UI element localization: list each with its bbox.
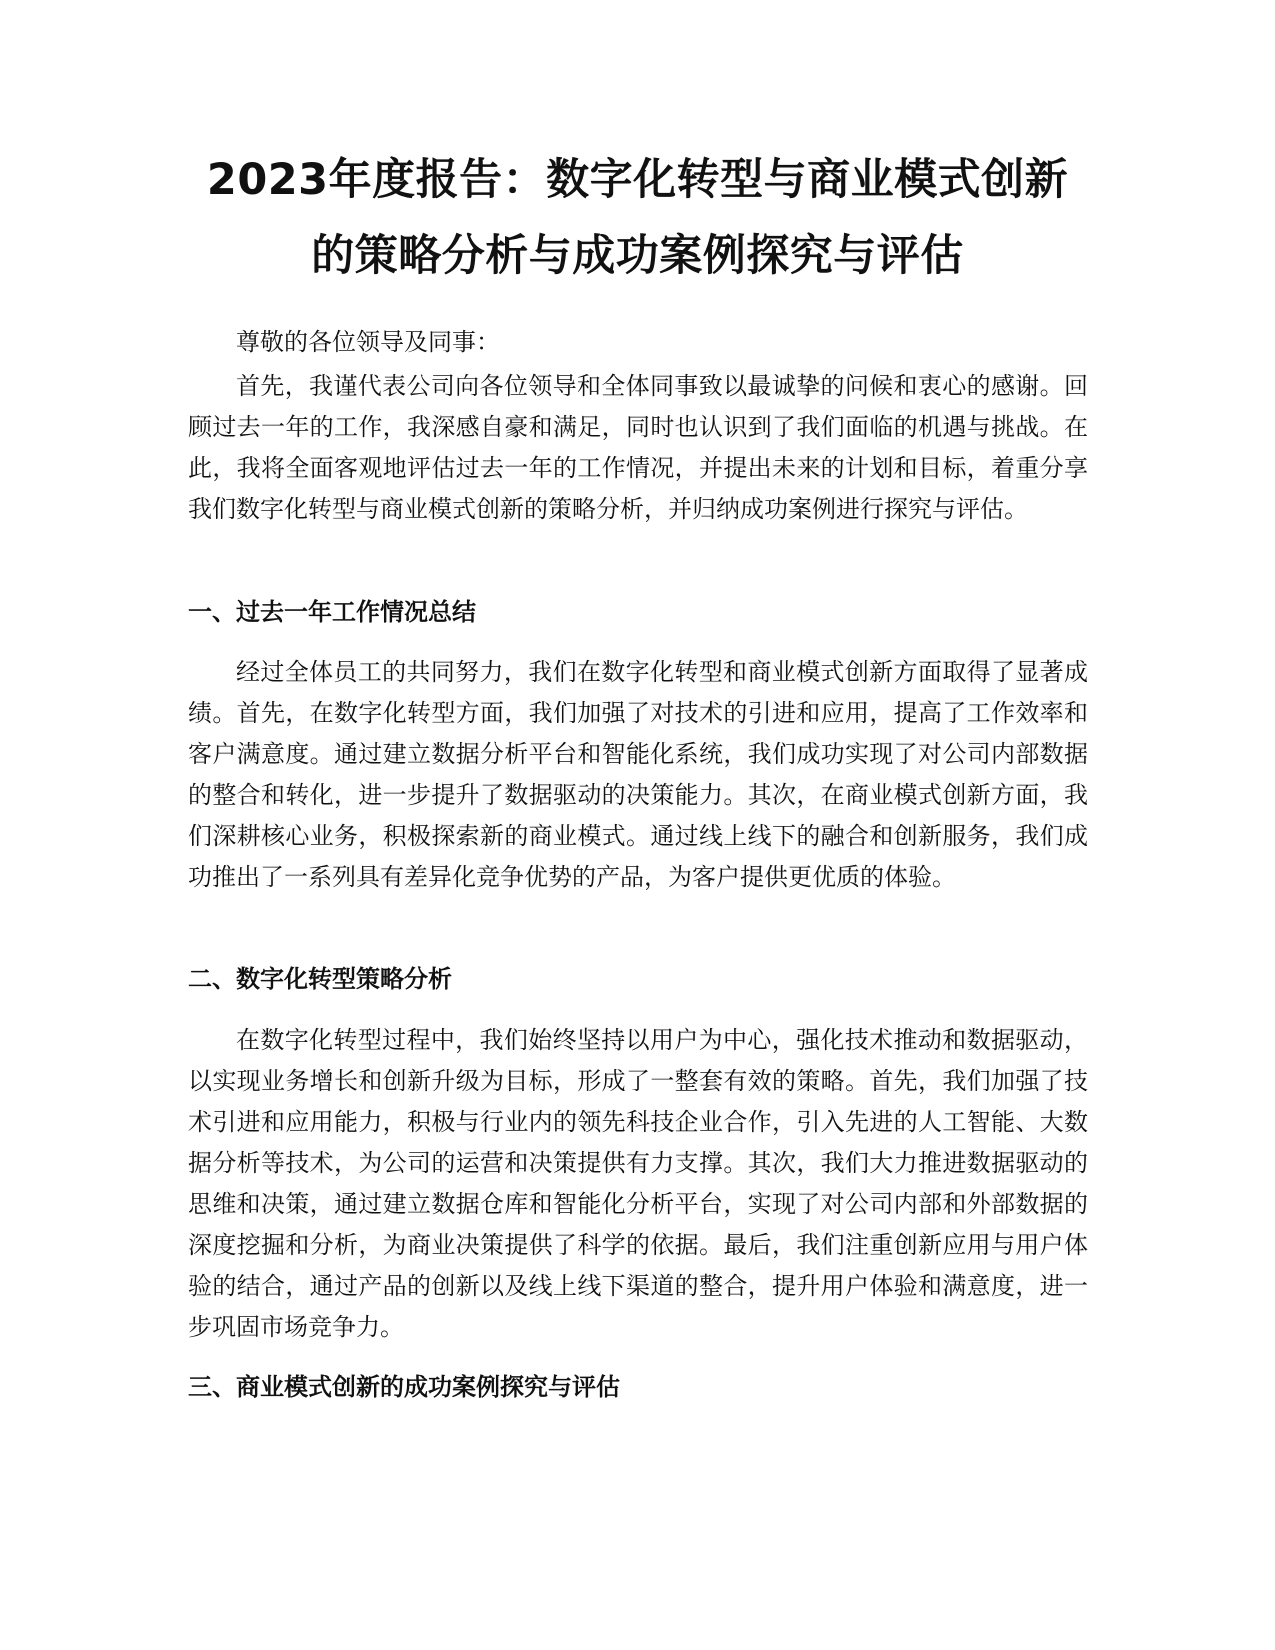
section-1-paragraph: 经过全体员工的共同努力，我们在数字化转型和商业模式创新方面取得了显著成绩。首先，在数字化转型方面，我们加强了对技术的引进和应用，提高了工作效率和客户满意度。通过建立数据分析平台和智能化系统，我们成功实现了对公司内部数据的整合和转化，进一步提升了数据驱动的决策能力。其次，在商业模式创新方面，我们深耕核心业务，积极探索新的商业模式。通过线上线下的融合和创新服务，我们成功推出了一系列具有差异化竞争优势的产品，为客户提供更优质的体验。	[188, 658, 1088, 891]
title-line-1: 2023年度报告：数字化转型与商业模式创新	[206, 155, 1069, 205]
section-3-heading: 三、商业模式创新的成功案例探究与评估	[188, 1373, 620, 1401]
section-1-heading: 一、过去一年工作情况总结	[188, 598, 476, 626]
title-line-2: 的策略分析与成功案例探究与评估	[311, 231, 964, 281]
section-2-paragraph: 在数字化转型过程中，我们始终坚持以用户为中心，强化技术推动和数据驱动，以实现业务增长和创新升级为目标，形成了一整套有效的策略。首先，我们加强了技术引进和应用能力，积极与行业内的领先科技企业合作，引入先进的人工智能、大数据分析等技术，为公司的运营和决策提供有力支撑。其次，我们大力推进数据驱动的思维和决策，通过建立数据仓库和智能化分析平台，实现了对公司内部和外部数据的深度挖掘和分析，为商业决策提供了科学的依据。最后，我们注重创新应用与用户体验的结合，通过产品的创新以及线上线下渠道的整合，提升用户体验和满意度，进一步巩固市场竞争力。	[188, 1026, 1088, 1341]
section-2-heading: 二、数字化转型策略分析	[188, 965, 452, 993]
document-title	[150, 142, 1125, 294]
intro-paragraph: 首先，我谨代表公司向各位领导和全体同事致以最诚挚的问候和衷心的感谢。回顾过去一年的工作，我深感自豪和满足，同时也认识到了我们面临的机遇与挑战。在此，我将全面客观地评估过去一年的工作情况，并提出未来的计划和目标，着重分享我们数字化转型与商业模式创新的策略分析，并归纳成功案例进行探究与评估。	[188, 372, 1088, 523]
greeting: 尊敬的各位领导及同事：	[236, 328, 500, 356]
